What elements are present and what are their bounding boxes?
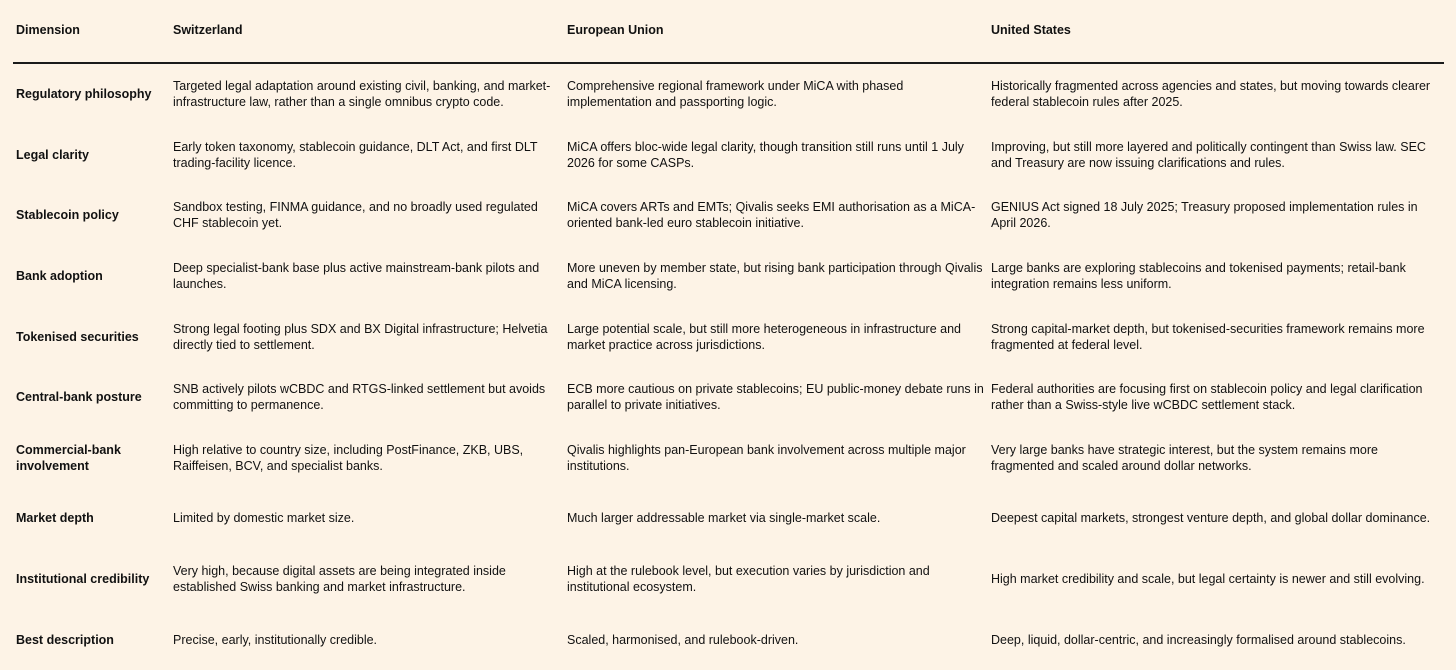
cell-switzerland: Limited by domestic market size. (173, 511, 355, 526)
cell-united-states: High market credibility and scale, but legal certainty is newer and still evolving. (991, 572, 1425, 587)
table-row (13, 428, 1444, 489)
cell-european-union: MiCA offers bloc-wide legal clarity, though transition still runs until 1 July 2026 for some CASPs. (567, 139, 964, 170)
header-european-union: European Union (564, 0, 988, 63)
header-dimension: Dimension (13, 0, 170, 63)
cell-switzerland: Early token taxonomy, stablecoin guidance, DLT Act, and first DLT trading-facility licence. (173, 139, 538, 170)
cell-dimension: Market depth (16, 511, 94, 526)
table-row (13, 306, 1444, 367)
header-row (13, 0, 1444, 63)
cell-dimension: Regulatory philosophy (16, 87, 152, 102)
cell-switzerland: Precise, early, institutionally credible. (173, 632, 378, 647)
table-row (13, 549, 1444, 610)
header-united-states: United States (988, 0, 1444, 63)
cell-united-states: Deep, liquid, dollar-centric, and increasingly formalised around stablecoins. (991, 632, 1406, 647)
cell-dimension: Tokenised securities (16, 329, 139, 344)
cell-european-union: MiCA covers ARTs and EMTs; Qivalis seeks EMI authorisation as a MiCA-oriented bank-led euro stablecoin initiative. (567, 200, 976, 231)
cell-european-union: Large potential scale, but still more heterogeneous in infrastructure and market practice across jurisdictions. (567, 321, 961, 352)
cell-dimension: Stablecoin policy (16, 208, 119, 223)
cell-switzerland: Deep specialist-bank base plus active mainstream-bank pilots and launches. (173, 261, 540, 292)
table-row (13, 246, 1444, 307)
cell-dimension: Institutional credibility (16, 572, 150, 587)
cell-dimension: Central-bank posture (16, 390, 142, 405)
table-header (13, 0, 1444, 63)
cell-united-states: Very large banks have strategic interest, but the system remains more fragmented and scaled around dollar networks. (991, 442, 1378, 473)
cell-switzerland: High relative to country size, including PostFinance, ZKB, UBS, Raiffeisen, BCV, and specialist banks. (173, 442, 524, 473)
cell-dimension: Commercial-bank involvement (16, 442, 121, 473)
cell-united-states: GENIUS Act signed 18 July 2025; Treasury proposed implementation rules in April 2026. (991, 200, 1418, 231)
cell-dimension: Legal clarity (16, 147, 89, 162)
cell-united-states: Deepest capital markets, strongest venture depth, and global dollar dominance. (991, 511, 1431, 526)
table-row (13, 63, 1444, 125)
table-row (13, 367, 1444, 428)
cell-european-union: Much larger addressable market via single-market scale. (567, 511, 881, 526)
cell-switzerland: Sandbox testing, FINMA guidance, and no broadly used regulated CHF stablecoin yet. (173, 200, 538, 231)
cell-united-states: Federal authorities are focusing first on stablecoin policy and legal clarification rather than a Swiss-style live wCBDC settlement stack. (991, 382, 1423, 413)
cell-dimension: Best description (16, 632, 114, 647)
table-row (13, 185, 1444, 246)
table-row (13, 609, 1444, 670)
cell-switzerland: Strong legal footing plus SDX and BX Digital infrastructure; Helvetia directly tied to settlement. (173, 321, 548, 352)
cell-switzerland: Very high, because digital assets are being integrated inside established Swiss banking and market infrastructure. (173, 564, 506, 595)
cell-european-union: Scaled, harmonised, and rulebook-driven. (567, 632, 799, 647)
cell-united-states: Strong capital-market depth, but tokenised-securities framework remains more fragmented at federal level. (991, 321, 1425, 352)
table-row (13, 488, 1444, 549)
cell-switzerland: Targeted legal adaptation around existing civil, banking, and market-infrastructure law, rather than a single omnibus crypto code. (173, 79, 551, 110)
header-switzerland: Switzerland (170, 0, 564, 63)
cell-dimension: Bank adoption (16, 269, 103, 284)
cell-european-union: ECB more cautious on private stablecoins; EU public-money debate runs in parallel to private initiatives. (567, 382, 984, 413)
cell-united-states: Improving, but still more layered and politically contingent than Swiss law. SEC and Treasury are now issuing clarifications and rules. (991, 139, 1426, 170)
table-row (13, 125, 1444, 186)
cell-united-states: Historically fragmented across agencies and states, but moving towards clearer federal stablecoin rules after 2025. (991, 79, 1431, 110)
cell-european-union: Qivalis highlights pan-European bank involvement across multiple major institutions. (567, 442, 966, 473)
cell-european-union: Comprehensive regional framework under MiCA with phased implementation and passporting logic. (567, 79, 904, 110)
cell-united-states: Large banks are exploring stablecoins and tokenised payments; retail-bank integration remains less uniform. (991, 261, 1406, 292)
cell-switzerland: SNB actively pilots wCBDC and RTGS-linked settlement but avoids committing to permanence. (173, 382, 546, 413)
comparison-table (13, 0, 1444, 670)
table-body (13, 63, 1444, 670)
cell-european-union: High at the rulebook level, but execution varies by jurisdiction and institutional ecosystem. (567, 564, 930, 595)
cell-european-union: More uneven by member state, but rising bank participation through Qivalis and MiCA licensing. (567, 261, 983, 292)
